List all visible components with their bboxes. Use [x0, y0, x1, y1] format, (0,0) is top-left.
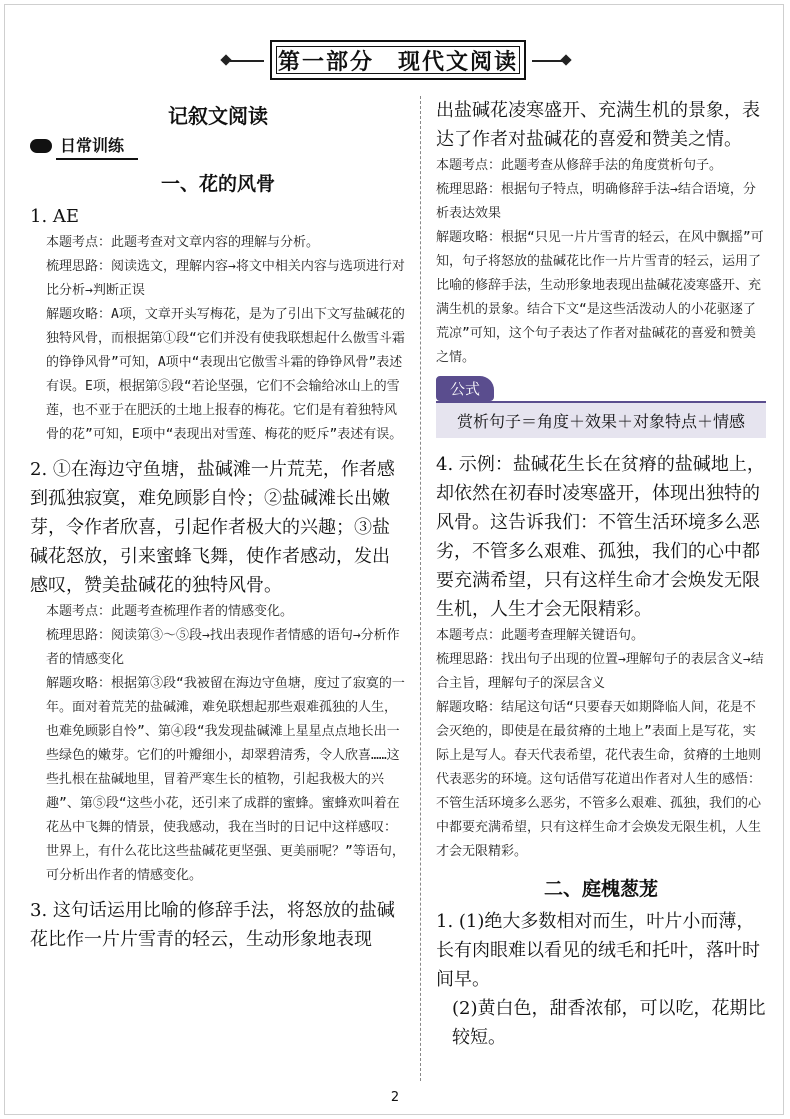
q2-answer: 2. ①在海边守鱼塘，盐碱滩一片荒芜，作者感到孤独寂寞，难免顾影自怜；②盐碱滩长出嫩芽，令作者欣喜，引起作者极大的兴趣；③盐碱花怒放，引来蜜蜂飞舞，使作者感动，发出感叹，赞美盐碱花的独特风骨。: [30, 459, 395, 596]
formula-box: 赏析句子＝角度＋效果＋对象特点＋情感: [436, 401, 766, 438]
part-title: 第一部分 现代文阅读: [270, 40, 526, 80]
cloud-icon: [30, 139, 52, 153]
left-column: [30, 96, 406, 954]
right-column: [436, 96, 766, 1052]
s2-q1-part1: 1. (1)绝大多数相对而生，叶片小而薄，长有肉眼难以看见的绒毛和托叶，落叶时间早。: [436, 911, 760, 990]
q3-strategy: 解题攻略：根据“只见一片片雪青的轻云，在风中飘摇”可知，句子将怒放的盐碱花比作一片片雪青的轻云，运用了比喻的修辞手法，生动形象地表现出盐碱花凌寒盛开、充满生机的景象。结合下文“是这些活泼动人的小花驱逐了荒凉”可知，这个句子表达了作者对盐碱花的喜爱和赞美之情。: [436, 230, 764, 365]
s2-q1-part2: (2)黄白色，甜香浓郁，可以吃，花期比较短。: [452, 998, 766, 1048]
q2-strategy: 解题攻略：根据第③段“我被留在海边守鱼塘，度过了寂寞的一年。面对着荒芜的盐碱滩，难免联想起那些艰难孤独的人生，也难免顾影自怜”、第④段“我发现盐碱滩上星星点点地长出一些绿色的嫩芽。它们的叶瓣细小，却翠碧清秀，令人欣喜……这些扎根在盐碱地里，冒着严寒生长的植物，引起我极大的兴趣”、第⑤段“这些小花，还引来了成群的蜜蜂。蜜蜂欢叫着在花丛中飞舞的情景，使我感动，我在当时的日记中这样感叹：世界上，有什么花比这些盐碱花更坚强、更美丽呢？”等语句，可分析出作者的情感变化。: [46, 676, 405, 883]
q3-answer-continued: 出盐碱花凌寒盛开、充满生机的景象，表达了作者对盐碱花的喜爱和赞美之情。: [436, 100, 760, 150]
column-divider: [420, 96, 421, 1081]
story-title: 一、花的风骨: [160, 173, 275, 195]
q2-key-point: 本题考点：此题考查梳理作者的情感变化。: [46, 604, 294, 619]
q1-answer: 1. AE: [30, 206, 80, 227]
section-title: 记叙文阅读: [168, 104, 268, 128]
formula-tag: 公式: [436, 376, 494, 401]
q2-approach: 梳理思路：阅读第③～⑤段→找出表现作者情感的语句→分析作者的情感变化: [46, 628, 400, 667]
q4-approach: 梳理思路：找出句子出现的位置→理解句子的表层含义→结合主旨，理解句子的深层含义: [436, 652, 764, 691]
q1-strategy: 解题攻略：A项，文章开头写梅花，是为了引出下文写盐碱花的独特风骨，而根据第①段“它们并没有使我联想起什么傲雪斗霜的铮铮风骨”可知，A项中“表现出它傲雪斗霜的铮铮风骨”表述有误。E项，根据第⑤段“若论坚强，它们不会输给冰山上的雪莲，也不亚于在肥沃的土地上报春的梅花。它们是有着独特风骨的花”可知，E项中“表现出对雪莲、梅花的贬斥”表述有误。: [46, 307, 405, 442]
badge-label: 日常训练: [56, 133, 138, 160]
header-rule-left: [230, 60, 264, 62]
page-number: 2: [390, 1090, 400, 1105]
q1-approach: 梳理思路：阅读选文，理解内容→将文中相关内容与选项进行对比分析→判断正误: [46, 259, 405, 298]
q4-key-point: 本题考点：此题考查理解关键语句。: [436, 628, 645, 643]
q4-answer: 4. 示例：盐碱花生长在贫瘠的盐碱地上，却依然在初春时凌寒盛开，体现出独特的风骨。这告诉我们：不管生活环境多么恶劣，不管多么艰难、孤独，我们的心中都要充满希望，只有这样生命才会焕发无限生机，人生才会无限精彩。: [436, 454, 765, 620]
daily-training-badge: [30, 133, 406, 159]
q1-key-point: 本题考点：此题考查对文章内容的理解与分析。: [46, 235, 320, 250]
q4-strategy: 解题攻略：结尾这句话“只要春天如期降临人间，花是不会灭绝的，即使是在最贫瘠的土地上”表面上是写花，实际上是写人。春天代表希望，花代表生命，贫瘠的土地则代表恶劣的环境。这句话借写花道出作者对人生的感悟：不管生活环境多么恶劣，不管多么艰难、孤独，我们的心中都要充满希望，只有这样生命才会焕发无限生机，人生才会无限精彩。: [436, 700, 762, 859]
q3-answer: 3. 这句话运用比喻的修辞手法，将怒放的盐碱花比作一片片雪青的轻云，生动形象地表现: [30, 900, 395, 950]
q3-key-point: 本题考点：此题考查从修辞手法的角度赏析句子。: [436, 158, 723, 173]
q3-approach: 梳理思路：根据句子特点，明确修辞手法→结合语境，分析表达效果: [436, 182, 756, 221]
story2-title: 二、庭槐葱茏: [543, 878, 658, 900]
